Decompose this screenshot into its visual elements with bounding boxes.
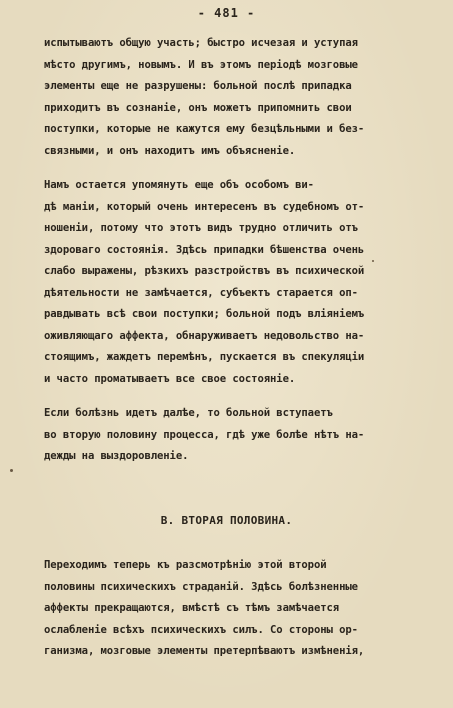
text-line: Переходимъ теперь къ разсмотрѣнію этой второй (44, 559, 327, 571)
text-line: связными, и онъ находитъ имъ объясненіе. (44, 144, 296, 157)
text-line: Если болѣзнь идетъ далѣе, то больной вступаетъ (44, 407, 333, 419)
text-line: испытываютъ общую участь; быстро исчезая и уступая (44, 37, 358, 49)
text-line: мѣсто другимъ, новымъ. И въ этомъ періодѣ мозговые (44, 58, 358, 71)
text-line: дѣ маніи, который очень интересенъ въ судебномъ от- (44, 200, 365, 213)
text-line: во вторую половину процесса, гдѣ уже болѣе нѣтъ на- (44, 428, 365, 441)
text-line: дежды на выздоровленіе. (44, 450, 189, 462)
text-line: поступки, которые не кажутся ему безцѣльными и без- (44, 123, 365, 135)
paragraph-2 (44, 175, 439, 390)
text-line: элементы еще не разрушены: больной послѣ припадка (44, 80, 352, 92)
section-heading: В. ВТОРАЯ ПОЛОВИНА. (160, 514, 293, 527)
text-line: ганизма, мозговые элементы претерпѣваютъ измѣненія, (44, 645, 365, 657)
text-line: оживляющаго аффекта, обнаруживаетъ недовольство на- (44, 329, 365, 342)
page-number: - 481 - (197, 6, 256, 20)
text-line: равдывать всѣ свои поступки; больной подъ вліяніемъ (44, 308, 365, 320)
text-line: половины психическихъ страданій. Здѣсь болѣзненные (44, 580, 358, 593)
paper-speck (10, 469, 13, 472)
text-line: ношеніи, потому что этотъ видъ трудно отличить отъ (44, 222, 358, 234)
text-line: аффекты прекращаются, вмѣстѣ съ тѣмъ замѣчается (44, 602, 340, 614)
text-line: стоящимъ, жаждетъ перемѣнъ, пускается въ спекуляціи (44, 351, 365, 363)
text-line: приходитъ въ сознаніе, онъ можетъ припомнить свои (44, 101, 352, 114)
text-line: здороваго состоянія. Здѣсь припадки бѣшенства очень (44, 243, 365, 256)
text-line: слабо выражены, рѣзкихъ разстройствъ въ психической (44, 265, 365, 277)
paper-speck (372, 260, 374, 262)
text-line: дѣятельности не замѣчается, субъектъ старается оп- (44, 286, 358, 299)
text-line: и часто проматываетъ все свое состояніе. (44, 372, 296, 385)
paragraph-3 (44, 403, 439, 468)
paragraph-4 (44, 555, 439, 663)
text-line: ослабленіе всѣхъ психическихъ силъ. Со стороны ор- (44, 623, 358, 636)
paragraph-1 (44, 33, 439, 162)
text-line: Намъ остается упомянуть еще объ особомъ ви- (44, 179, 314, 191)
